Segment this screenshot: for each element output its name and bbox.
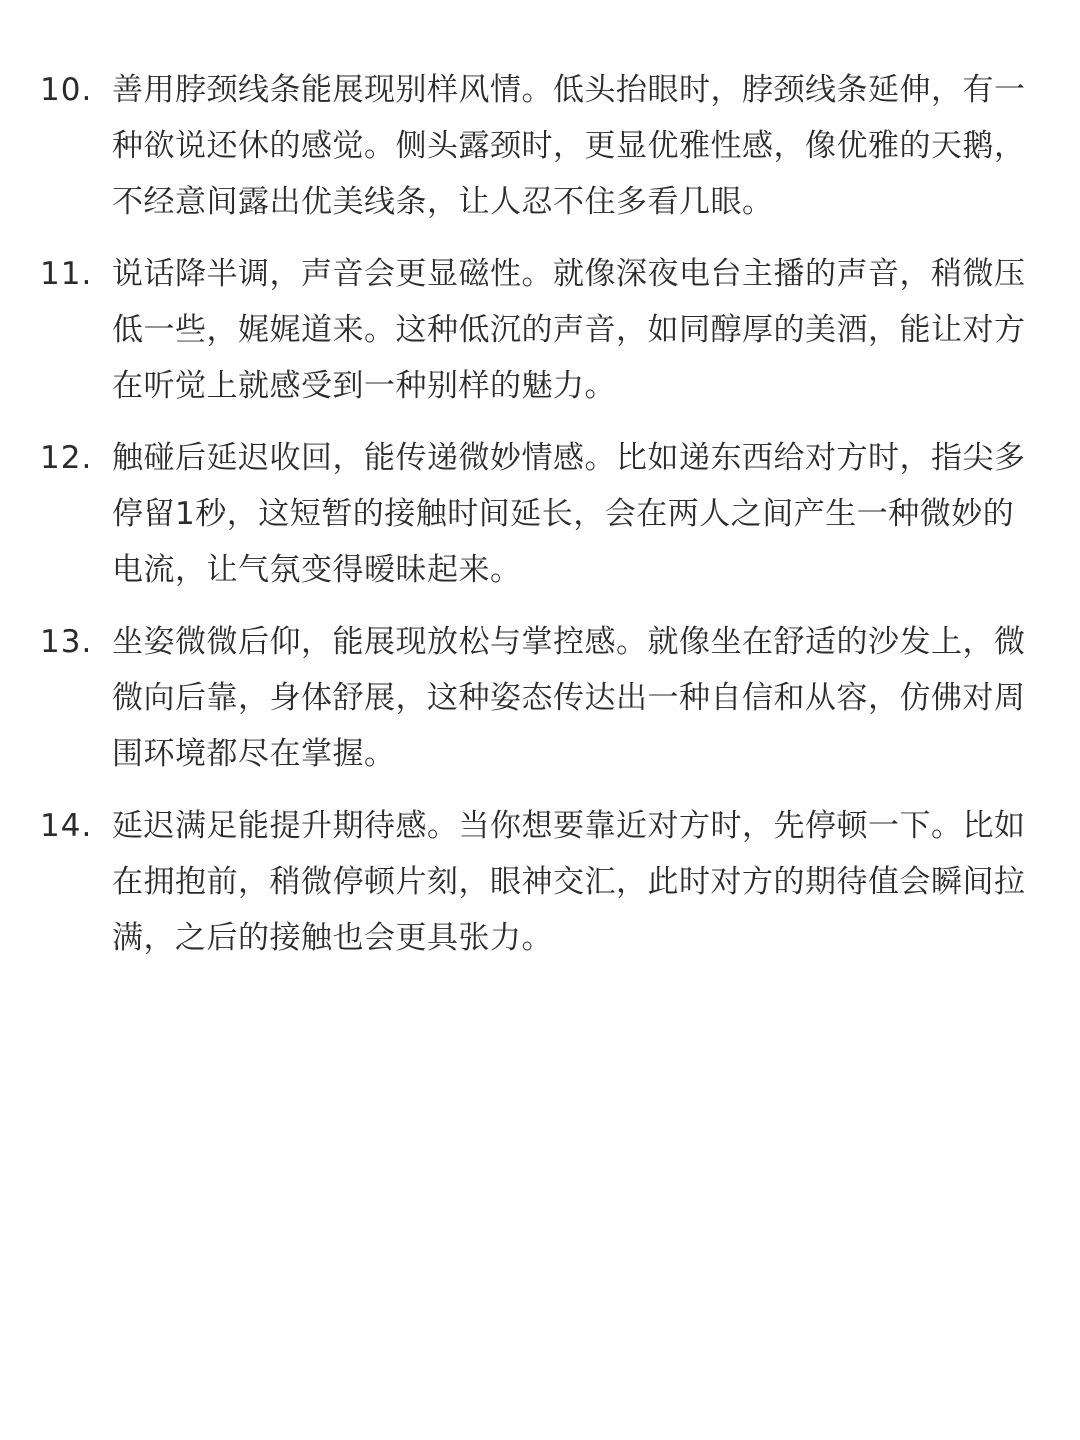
item-text: 坐姿微微后仰，能展现放松与掌控感。就像坐在舒适的沙发上，微微向后靠，身体舒展，这种姿态传达出一种自信和从容，仿佛对周围环境都尽在掌握。 (112, 624, 1026, 772)
list-item (0, 430, 1080, 598)
item-number: 11. (40, 256, 93, 292)
item-number: 12. (40, 440, 93, 476)
item-text: 说话降半调，声音会更显磁性。就像深夜电台主播的声音，稍微压低一些，娓娓道来。这种低沉的声音，如同醇厚的美酒，能让对方在听觉上就感受到一种别样的魅力。 (112, 256, 1026, 404)
item-number: 10. (40, 72, 93, 108)
list-item (0, 614, 1080, 782)
item-text: 善用脖颈线条能展现别样风情。低头抬眼时，脖颈线条延伸，有一种欲说还休的感觉。侧头露颈时，更显优雅性感，像优雅的天鹅，不经意间露出优美线条，让人忍不住多看几眼。 (112, 72, 1026, 220)
list-item (0, 62, 1080, 230)
item-text: 触碰后延迟收回，能传递微妙情感。比如递东西给对方时，指尖多停留1秒，这短暂的接触时间延长，会在两人之间产生一种微妙的电流，让气氛变得暧昧起来。 (112, 440, 1026, 588)
item-number: 14. (40, 808, 93, 844)
item-number: 13. (40, 624, 93, 660)
item-text: 延迟满足能提升期待感。当你想要靠近对方时，先停顿一下。比如在拥抱前，稍微停顿片刻，眼神交汇，此时对方的期待值会瞬间拉满，之后的接触也会更具张力。 (112, 808, 1026, 956)
list-item (0, 798, 1080, 966)
numbered-tips-list (0, 62, 1080, 982)
list-item (0, 246, 1080, 414)
